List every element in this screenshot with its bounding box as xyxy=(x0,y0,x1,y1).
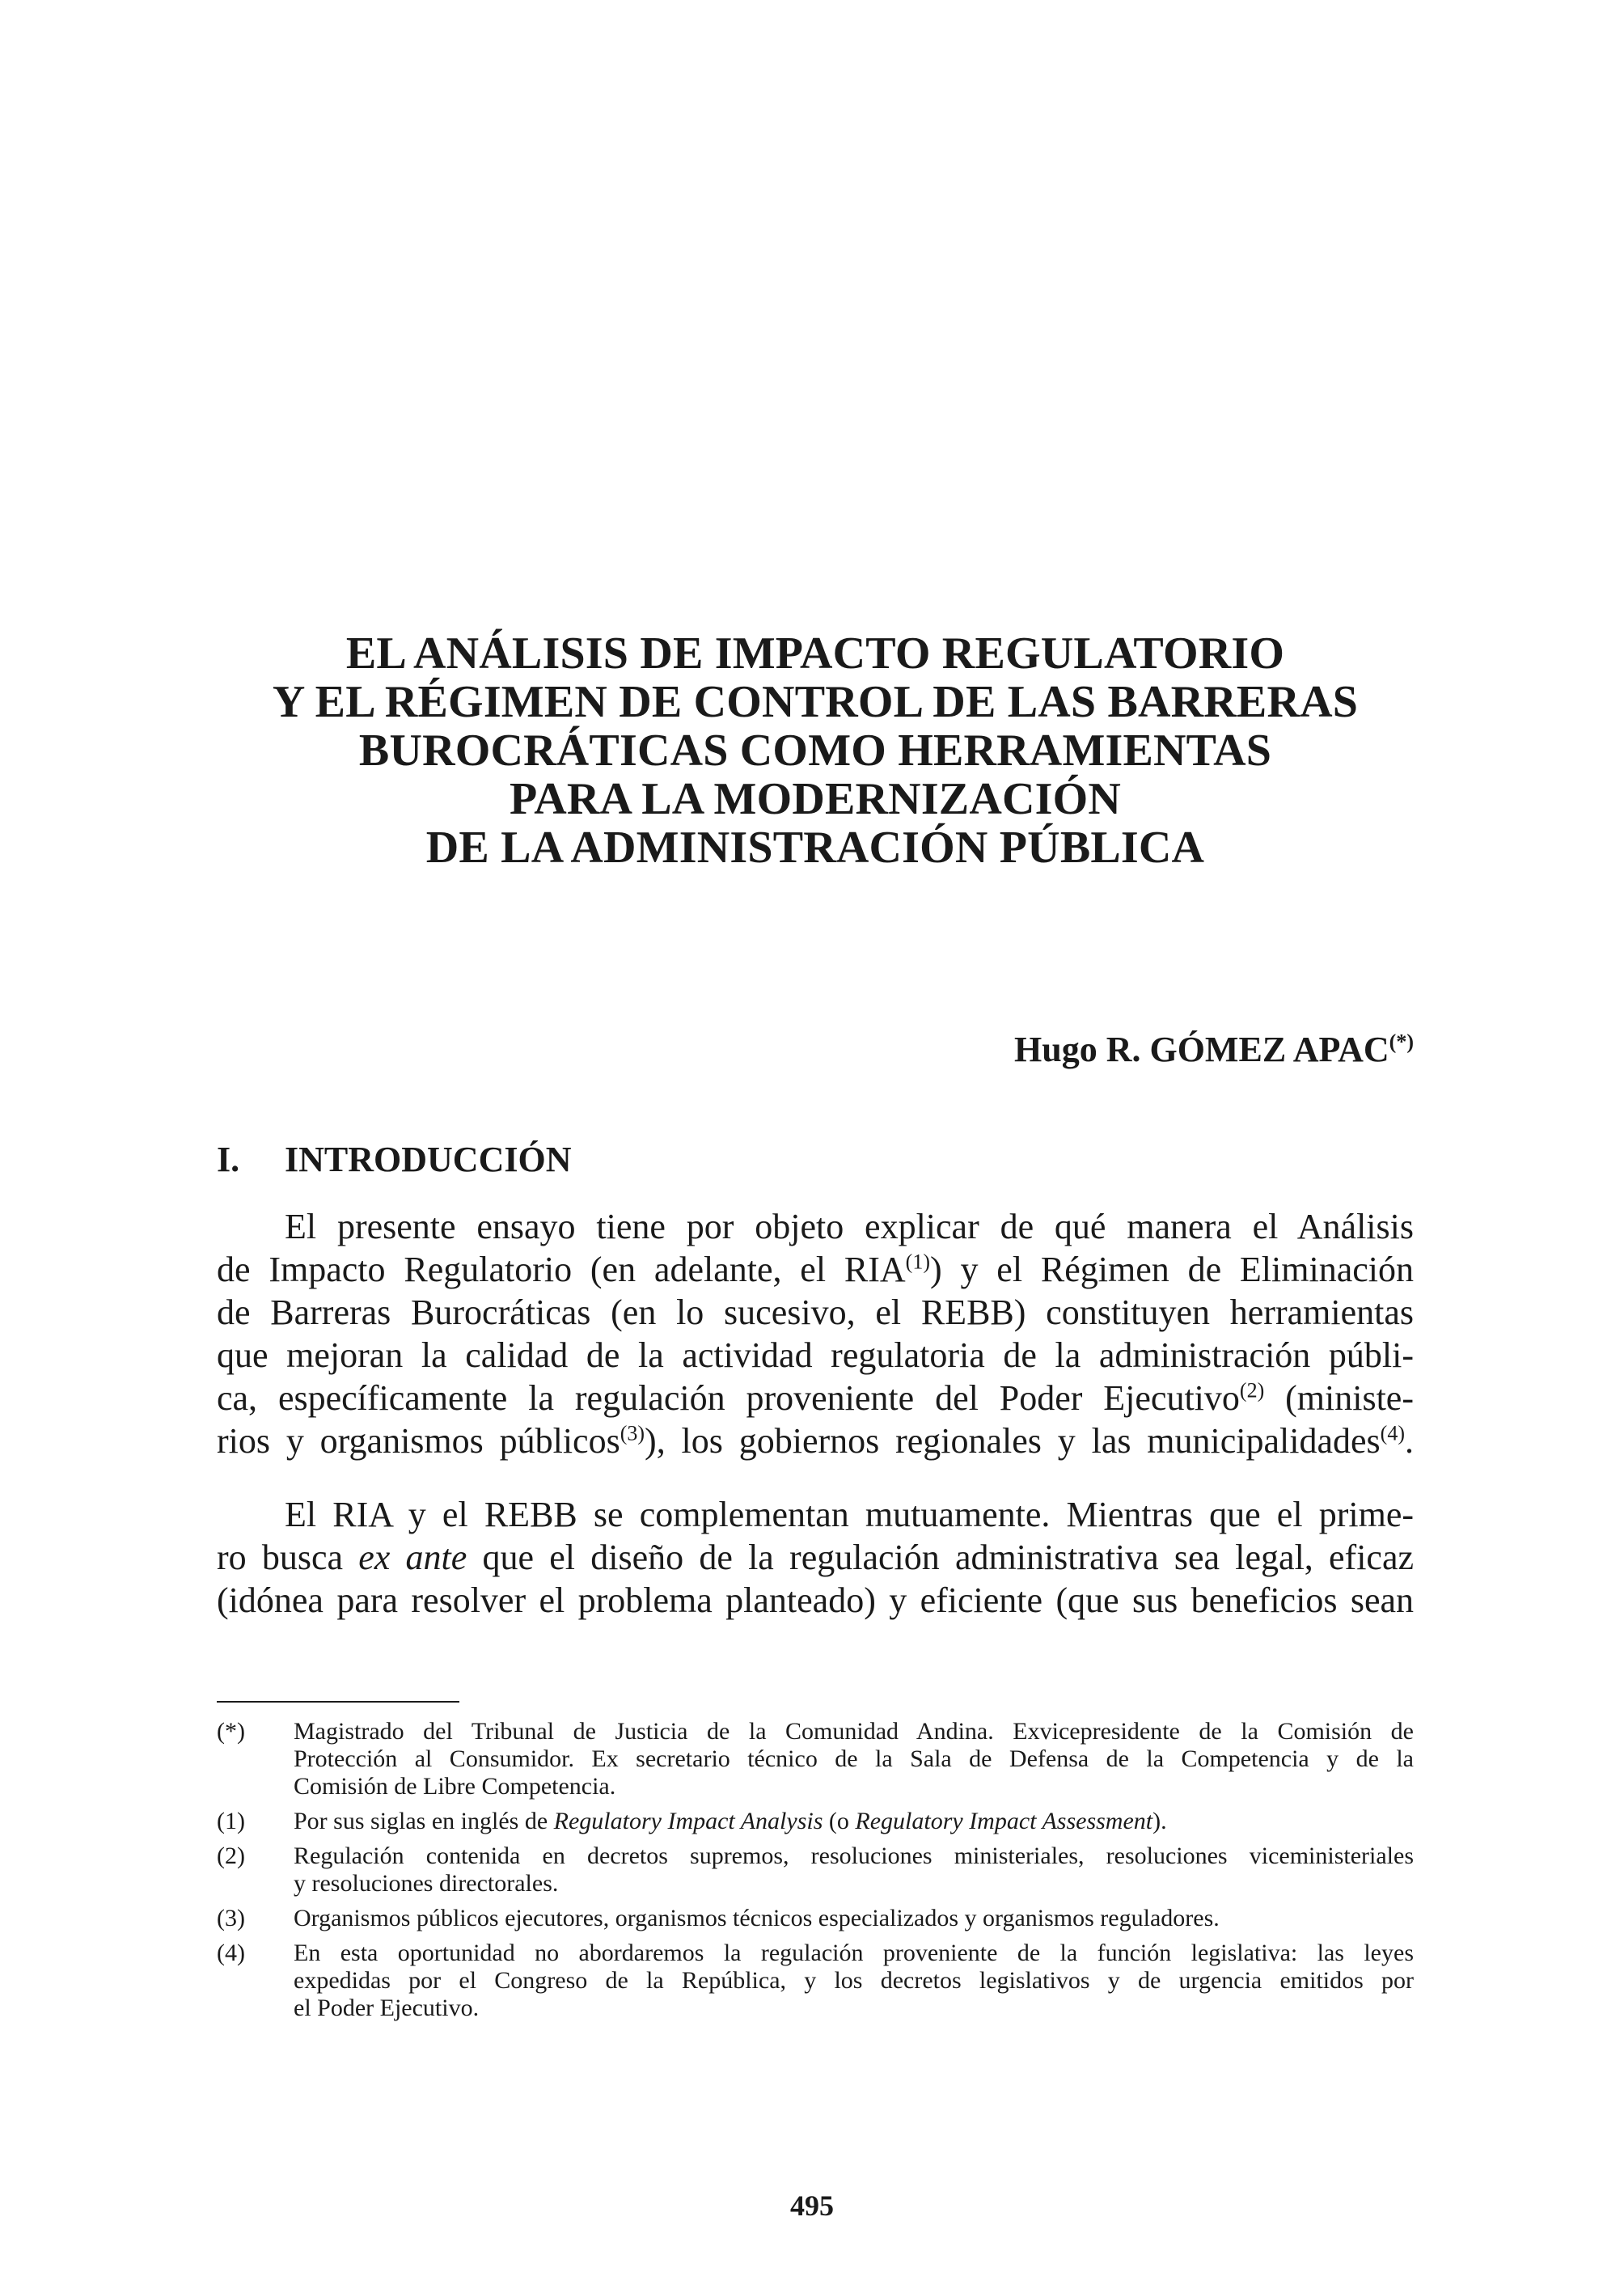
footnote-divider xyxy=(217,1701,459,1703)
footnote-line xyxy=(294,1808,1414,1835)
footnote-line: Magistrado del Tribunal de Justicia de la Comunidad Andina. Exvicepresidente de la Comisión de xyxy=(294,1718,1414,1745)
footnote-line: expedidas por el Congreso de la República, y los decretos legislativos y de urgencia emitidos por xyxy=(294,1967,1414,1994)
footnote-line: el Poder Ejecutivo. xyxy=(294,1995,480,2021)
footnote-line: Organismos públicos ejecutores, organismos técnicos especializados y organismos reguladores. xyxy=(294,1905,1220,1931)
text-line xyxy=(217,1334,1414,1377)
text-run: que mejoran la calidad de la actividad regulatoria de la administración públi- xyxy=(217,1335,1414,1375)
italic-term: Regulatory Impact Assessment xyxy=(855,1808,1153,1834)
section-heading xyxy=(217,1139,571,1181)
text-run: ro busca xyxy=(217,1538,359,1577)
text-run: que el diseño de la regulación administrativa sea legal, eficaz xyxy=(467,1538,1415,1577)
text-line xyxy=(217,1493,1414,1536)
text-run: (ministe- xyxy=(1264,1378,1414,1418)
footnote-mark: (1) xyxy=(217,1808,245,1834)
text-run: rios y organismos públicos xyxy=(217,1421,620,1461)
footnote-ref: (3) xyxy=(620,1421,645,1445)
text-run: de Barreras Burocráticas (en lo sucesivo, el REBB) constituyen herramientas xyxy=(217,1292,1414,1332)
footnote-line: Comisión de Libre Competencia. xyxy=(294,1773,616,1800)
text-line xyxy=(217,1579,1414,1622)
text-run: ca, específicamente la regulación proveniente del Poder Ejecutivo xyxy=(217,1378,1240,1418)
footnote-mark: (3) xyxy=(217,1905,245,1931)
title-line: Y EL RÉGIMEN DE CONTROL DE LAS BARRERAS xyxy=(272,677,1359,727)
footnote-line: En esta oportunidad no abordaremos la regulación proveniente de la función legislativa: las leyes xyxy=(294,1940,1414,1966)
author-footnote-mark: (*) xyxy=(1389,1030,1414,1054)
italic-term: ex ante xyxy=(358,1538,467,1577)
text-run: de Impacto Regulatorio (en adelante, el RIA xyxy=(217,1250,906,1289)
text-line xyxy=(217,1291,1414,1334)
author-line xyxy=(217,1029,1414,1071)
footnote-mark: (2) xyxy=(217,1842,245,1869)
text-line xyxy=(217,1419,1414,1462)
title-line: PARA LA MODERNIZACIÓN xyxy=(509,774,1122,824)
paragraph-1 xyxy=(217,1205,1414,1462)
article-title xyxy=(217,629,1414,872)
footnote xyxy=(217,1905,1414,1932)
footnote-ref: (2) xyxy=(1239,1378,1265,1402)
text-line xyxy=(217,1377,1414,1419)
text-run: El presente ensayo tiene por objeto explicar de qué manera el Análisis xyxy=(285,1207,1414,1246)
text-run: ), los gobiernos regionales y las municipalidades xyxy=(645,1421,1381,1461)
footnote xyxy=(217,1718,1414,1800)
page-number: 495 xyxy=(790,2189,834,2222)
footnote-ref: (4) xyxy=(1380,1421,1405,1445)
text-line xyxy=(217,1205,1414,1248)
footnote xyxy=(217,1842,1414,1897)
text-run: ). xyxy=(1152,1808,1167,1834)
footnote-line: y resoluciones directorales. xyxy=(294,1870,559,1897)
footnote-line: Protección al Consumidor. Ex secretario técnico de la Sala de Defensa de la Competencia y de la xyxy=(294,1745,1414,1772)
title-line: EL ANÁLISIS DE IMPACTO REGULATORIO xyxy=(345,628,1285,679)
footnote xyxy=(217,1808,1414,1835)
italic-term: Regulatory Impact Analysis xyxy=(553,1808,823,1834)
footnote-line: Regulación contenida en decretos supremos, resoluciones ministeriales, resoluciones viceministeriales xyxy=(294,1842,1414,1869)
text-run: Por sus siglas en inglés de xyxy=(294,1808,554,1834)
footnote-mark: (4) xyxy=(217,1940,245,1966)
text-run: ) y el Régimen de Eliminación xyxy=(930,1250,1414,1289)
paragraph-2 xyxy=(217,1493,1414,1622)
text-run: . xyxy=(1405,1421,1414,1461)
footnote-mark: (*) xyxy=(217,1718,245,1745)
title-line: DE LA ADMINISTRACIÓN PÚBLICA xyxy=(425,823,1205,873)
text-run: (o xyxy=(823,1808,856,1834)
footnote xyxy=(217,1940,1414,2022)
text-run: El RIA y el REBB se complementan mutuamente. Mientras que el prime- xyxy=(285,1495,1414,1534)
author-name: Hugo R. GÓMEZ APAC xyxy=(1014,1030,1389,1069)
section-title: INTRODUCCIÓN xyxy=(285,1140,572,1179)
text-line xyxy=(217,1248,1414,1291)
footnotes xyxy=(217,1718,1414,2029)
text-run: (idónea para resolver el problema planteado) y eficiente (que sus beneficios sean xyxy=(217,1580,1414,1620)
text-line xyxy=(217,1536,1414,1579)
footnote-ref: (1) xyxy=(905,1250,930,1274)
section-number: I. xyxy=(217,1140,240,1179)
title-line: BUROCRÁTICAS COMO HERRAMIENTAS xyxy=(358,726,1272,776)
